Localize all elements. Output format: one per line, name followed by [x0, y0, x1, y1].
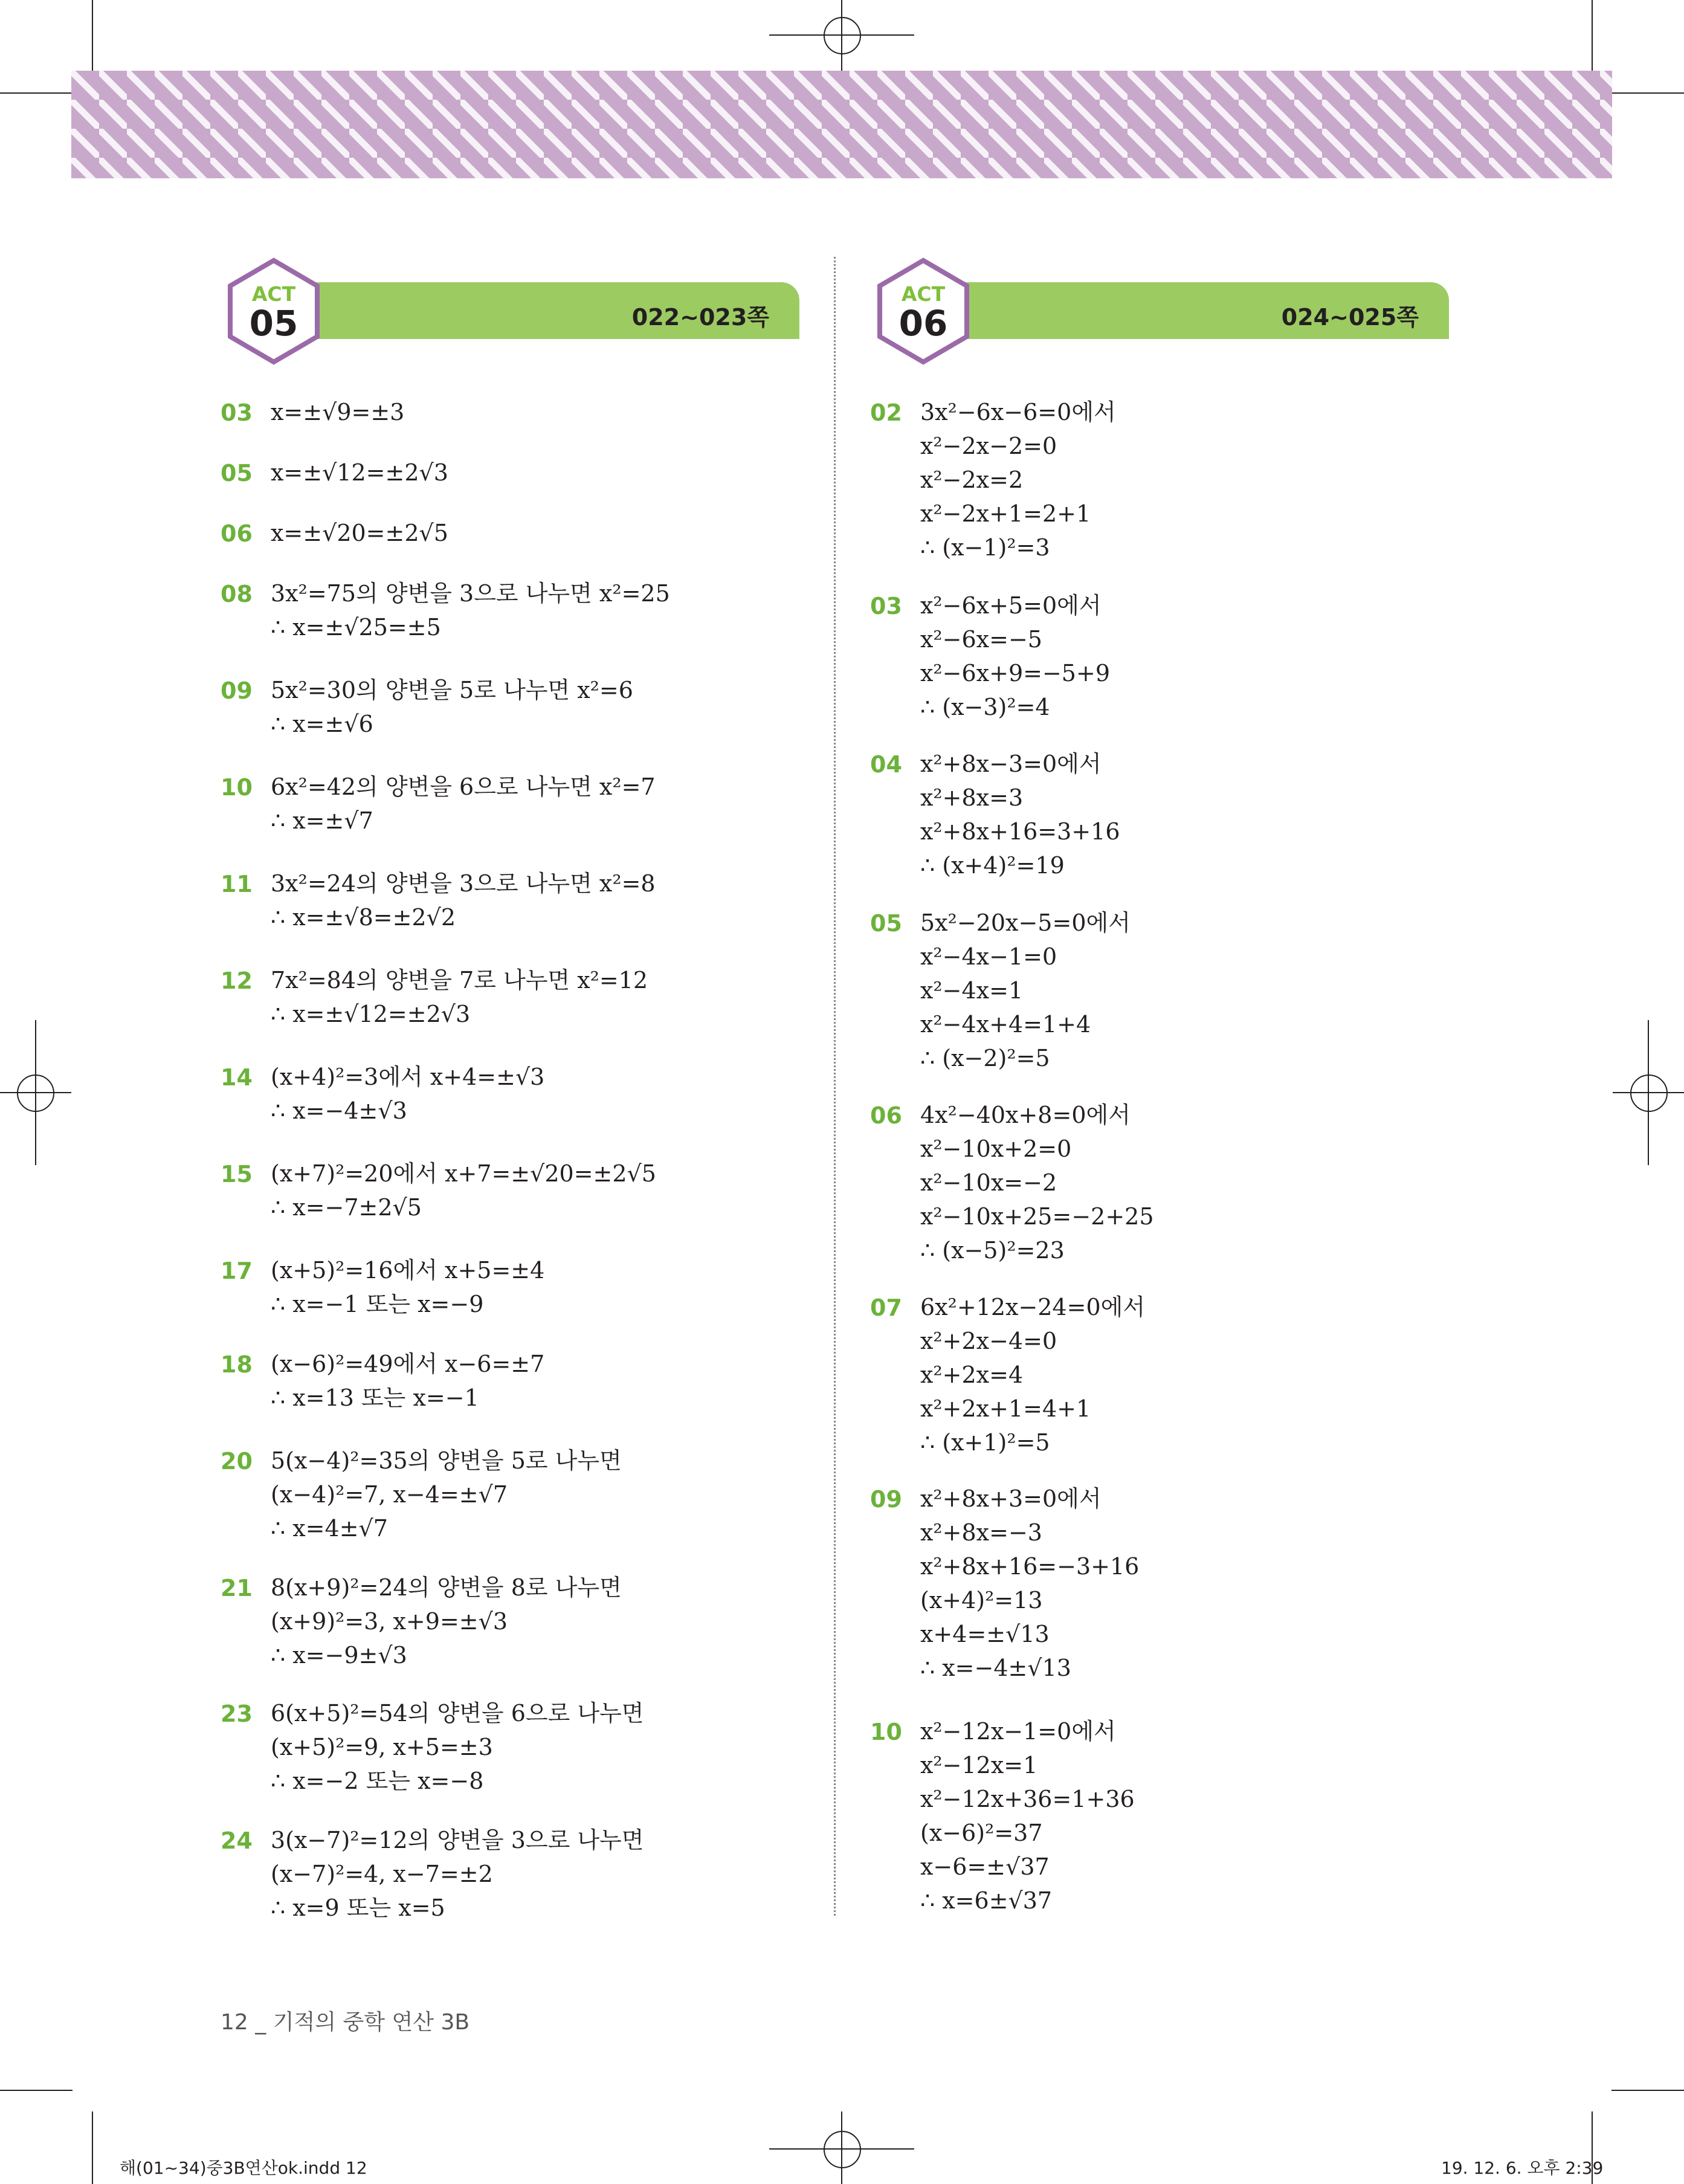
print-slug-date: 19. 12. 6. 오후 2:39: [1441, 2158, 1604, 2178]
page-footer: 12 _ 기적의 중학 연산 3B: [221, 2010, 470, 2035]
problem-number: 20: [221, 1448, 253, 1475]
solution-line: x²+8x−3=0에서: [920, 751, 1102, 777]
solution-line: x²−4x+4=1+4: [920, 1011, 1091, 1038]
solution-line: (x+9)²=3, x+9=±√3: [271, 1608, 508, 1635]
solution-line: ∴ x=−2 또는 x=−8: [271, 1768, 484, 1794]
solution-line: ∴ (x−2)²=5: [920, 1045, 1050, 1071]
solution-line: ∴ x=±√12=±2√3: [271, 1001, 471, 1027]
solution-line: 3(x−7)²=12의 양변을 3으로 나누면: [271, 1827, 644, 1853]
solution-line: (x+4)²=13: [920, 1587, 1043, 1614]
problem-number: 10: [221, 774, 253, 801]
solution-line: ∴ (x+1)²=5: [920, 1429, 1050, 1456]
problem-number: 12: [221, 968, 253, 994]
solution-line: x²−12x=1: [920, 1752, 1038, 1779]
solution-line: x²−10x=−2: [920, 1169, 1057, 1196]
header-bar: [917, 282, 1449, 339]
act-number: 05: [249, 303, 298, 344]
problem-number: 09: [870, 1486, 902, 1513]
print-slug-file: 해(01~34)중3B연산ok.indd 12: [120, 2158, 367, 2178]
solution-line: ∴ x=±√6: [271, 711, 373, 737]
solution-line: x²−6x+9=−5+9: [920, 660, 1111, 687]
solution-line: (x+5)²=16에서 x+5=±4: [271, 1257, 545, 1284]
header-act-06: [869, 257, 1449, 366]
solution-line: 6x²=42의 양변을 6으로 나누면 x²=7: [271, 774, 656, 800]
solution-line: 5(x−4)²=35의 양변을 5로 나누면: [271, 1447, 622, 1474]
problem-number: 05: [221, 460, 253, 486]
problem-number: 07: [870, 1294, 902, 1321]
registration-mark: [824, 2131, 861, 2168]
problem-number: 03: [221, 399, 253, 426]
solution-line: ∴ x=±√7: [271, 807, 373, 834]
solution-line: x=±√9=±3: [271, 399, 405, 425]
solution-line: x²−4x=1: [920, 977, 1024, 1004]
solution-line: 6x²+12x−24=0에서: [920, 1294, 1146, 1320]
act-label: ACT: [251, 282, 296, 306]
crop-mark: [1592, 0, 1593, 73]
solution-line: x²−2x=2: [920, 467, 1024, 493]
problem-number: 10: [870, 1719, 902, 1745]
problem-number: 21: [221, 1575, 253, 1601]
registration-mark: [824, 17, 861, 54]
solution-line: ∴ x=±√8=±2√2: [271, 904, 456, 931]
crop-mark: [1611, 2090, 1684, 2091]
solution-line: 6(x+5)²=54의 양변을 6으로 나누면: [271, 1700, 644, 1727]
crop-mark: [92, 0, 93, 73]
solution-line: ∴ x=13 또는 x=−1: [271, 1384, 479, 1411]
solution-line: ∴ x=9 또는 x=5: [271, 1895, 445, 1921]
problem-number: 05: [870, 910, 902, 937]
solution-line: 3x²=24의 양변을 3으로 나누면 x²=8: [271, 870, 656, 897]
solution-line: ∴ x=−4±√3: [271, 1097, 407, 1124]
solution-line: x²−12x−1=0에서: [920, 1718, 1116, 1745]
solution-line: x²−6x+5=0에서: [920, 592, 1102, 619]
solution-line: (x−4)²=7, x−4=±√7: [271, 1481, 508, 1508]
crop-mark: [92, 2111, 93, 2184]
solution-line: ∴ x=±√25=±5: [271, 614, 441, 641]
problem-number: 15: [221, 1161, 253, 1187]
solution-line: x²−4x−1=0: [920, 943, 1057, 970]
solution-line: ∴ x=−1 또는 x=−9: [271, 1291, 484, 1317]
solution-line: x²+2x+1=4+1: [920, 1395, 1091, 1422]
page-range: 024~025쪽: [1281, 304, 1419, 331]
problem-number: 08: [221, 581, 253, 607]
page-range: 022~023쪽: [631, 304, 769, 331]
solution-line: (x+5)²=9, x+5=±3: [271, 1734, 493, 1760]
solution-line: (x+7)²=20에서 x+7=±√20=±2√5: [271, 1160, 656, 1187]
solution-line: ∴ (x−1)²=3: [920, 534, 1050, 561]
solution-line: x²+8x+16=−3+16: [920, 1553, 1140, 1580]
problem-number: 24: [221, 1827, 253, 1854]
solution-line: 4x²−40x+8=0에서: [920, 1102, 1131, 1128]
problem-number: 06: [221, 520, 253, 547]
solution-line: ∴ x=−4±√13: [920, 1655, 1071, 1681]
solution-line: 8(x+9)²=24의 양변을 8로 나누면: [271, 1574, 622, 1601]
solution-line: x²+2x−4=0: [920, 1328, 1057, 1354]
problem-number: 06: [870, 1102, 902, 1129]
problem-number: 14: [221, 1064, 253, 1091]
solution-line: x²+2x=4: [920, 1362, 1024, 1388]
crop-mark: [1611, 92, 1684, 94]
solution-line: (x−7)²=4, x−7=±2: [271, 1861, 493, 1887]
solution-line: 3x²−6x−6=0에서: [920, 399, 1116, 425]
solution-line: x²+8x=3: [920, 784, 1024, 811]
registration-mark: [1630, 1074, 1668, 1112]
solution-line: x²−12x+36=1+36: [920, 1786, 1135, 1812]
act-label: ACT: [901, 282, 946, 306]
solution-line: x=±√20=±2√5: [271, 520, 448, 546]
problem-number: 04: [870, 751, 902, 778]
problem-number: 17: [221, 1258, 253, 1284]
problem-number: 09: [221, 677, 253, 704]
problem-number: 11: [221, 871, 253, 897]
registration-mark: [17, 1074, 54, 1112]
solution-line: 3x²=75의 양변을 3으로 나누면 x²=25: [271, 580, 670, 607]
header-bar: [268, 282, 799, 339]
crop-mark: [0, 2090, 73, 2091]
solution-line: ∴ x=−7±2√5: [271, 1194, 422, 1221]
solution-line: ∴ (x+4)²=19: [920, 852, 1065, 879]
problem-number: 03: [870, 593, 902, 619]
solution-line: x=±√12=±2√3: [271, 459, 448, 486]
solution-line: x²−10x+25=−2+25: [920, 1203, 1154, 1230]
solution-line: x−6=±√37: [920, 1853, 1050, 1880]
solution-line: x²+8x+3=0에서: [920, 1485, 1102, 1512]
solution-line: 5x²−20x−5=0에서: [920, 909, 1131, 936]
solution-line: 7x²=84의 양변을 7로 나누면 x²=12: [271, 967, 648, 993]
solution-line: ∴ (x−5)²=23: [920, 1237, 1065, 1264]
problem-number: 02: [870, 399, 902, 426]
column-divider: [834, 257, 836, 1916]
crop-mark: [0, 92, 73, 94]
problem-number: 18: [221, 1351, 253, 1378]
solution-line: x²+8x=−3: [920, 1519, 1042, 1546]
solution-line: x²+8x+16=3+16: [920, 818, 1120, 845]
solution-line: x²−2x+1=2+1: [920, 500, 1091, 527]
header-act-05: [219, 257, 799, 366]
solution-line: x²−2x−2=0: [920, 433, 1057, 459]
solution-line: x²−6x=−5: [920, 626, 1042, 653]
solution-line: ∴ x=4±√7: [271, 1515, 388, 1542]
top-banner: [71, 71, 1612, 178]
solution-line: (x−6)²=37: [920, 1820, 1043, 1846]
solution-line: ∴ (x−3)²=4: [920, 694, 1050, 720]
solution-line: x²−10x+2=0: [920, 1136, 1072, 1162]
solution-line: ∴ x=6±√37: [920, 1887, 1053, 1914]
solution-line: x+4=±√13: [920, 1621, 1050, 1647]
solution-line: (x−6)²=49에서 x−6=±7: [271, 1351, 545, 1377]
solution-line: 5x²=30의 양변을 5로 나누면 x²=6: [271, 677, 633, 703]
problem-number: 23: [221, 1701, 253, 1727]
act-number: 06: [898, 303, 948, 344]
solution-line: (x+4)²=3에서 x+4=±√3: [271, 1064, 545, 1090]
solution-line: ∴ x=−9±√3: [271, 1642, 407, 1669]
